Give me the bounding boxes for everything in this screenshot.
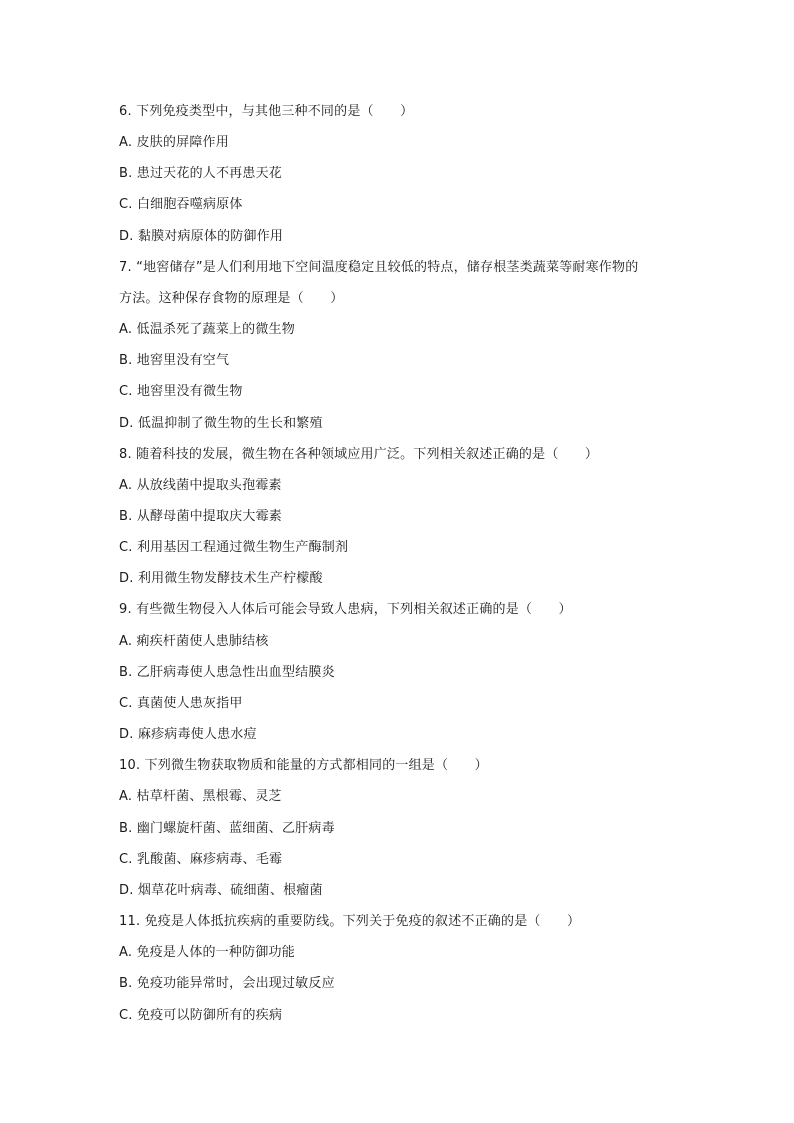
question-9-stem: 9. 有些微生物侵入人体后可能会导致人患病，下列相关叙述正确的是（ ） [119, 602, 572, 617]
question-8-option-d: D. 利用微生物发酵技术生产柠檬酸 [119, 571, 323, 586]
question-6-stem: 6. 下列免疫类型中，与其他三种不同的是（ ） [119, 104, 414, 119]
question-10-option-c: C. 乳酸菌、麻疹病毒、毛霉 [119, 852, 283, 867]
question-11-option-c: C. 免疫可以防御所有的疾病 [119, 1008, 283, 1023]
question-8-option-c: C. 利用基因工程通过微生物生产酶制剂 [119, 540, 349, 555]
question-11-option-a: A. 免疫是人体的一种防御功能 [119, 945, 295, 960]
question-8-option-a: A. 从放线菌中提取头孢霉素 [119, 478, 282, 493]
question-9-option-b: B. 乙肝病毒使人患急性出血型结膜炎 [119, 665, 335, 680]
question-9-option-c: C. 真菌使人患灰指甲 [119, 696, 243, 711]
question-6-option-d: D. 黏膜对病原体的防御作用 [119, 229, 284, 244]
question-10-option-a: A. 枯草杆菌、黑根霉、灵芝 [119, 789, 282, 804]
question-7-option-c: C. 地窖里没有微生物 [119, 384, 243, 399]
question-9-option-d: D. 麻疹病毒使人患水痘 [119, 727, 257, 742]
question-7-stem-line1: 7. “地窖储存”是人们利用地下空间温度稳定且较低的特点，储存根茎类蔬菜等耐寒作物的 [119, 260, 639, 275]
question-7-option-a: A. 低温杀死了蔬菜上的微生物 [119, 322, 295, 337]
question-6-option-a: A. 皮肤的屏障作用 [119, 135, 229, 150]
question-8-option-b: B. 从酵母菌中提取庆大霉素 [119, 509, 282, 524]
question-6-option-c: C. 白细胞吞噬病原体 [119, 197, 243, 212]
question-8-stem: 8. 随着科技的发展，微生物在各种领域应用广泛。下列相关叙述正确的是（ ） [119, 447, 599, 462]
question-10-stem: 10. 下列微生物获取物质和能量的方式都相同的一组是（ ） [119, 758, 488, 773]
question-7-option-b: B. 地窖里没有空气 [119, 353, 230, 368]
question-7-option-d: D. 低温抑制了微生物的生长和繁殖 [119, 416, 323, 431]
question-7-stem-line2: 方法。这种保存食物的原理是（ ） [119, 291, 344, 306]
question-10-option-d: D. 烟草花叶病毒、硫细菌、根瘤菌 [119, 883, 323, 898]
question-9-option-a: A. 痢疾杆菌使人患肺结核 [119, 634, 269, 649]
question-6-option-b: B. 患过天花的人不再患天花 [119, 166, 282, 181]
question-10-option-b: B. 幽门螺旋杆菌、蓝细菌、乙肝病毒 [119, 821, 335, 836]
question-11-option-b: B. 免疫功能异常时，会出现过敏反应 [119, 976, 335, 991]
question-11-stem: 11. 免疫是人体抵抗疾病的重要防线。下列关于免疫的叙述不正确的是（ ） [119, 914, 581, 929]
